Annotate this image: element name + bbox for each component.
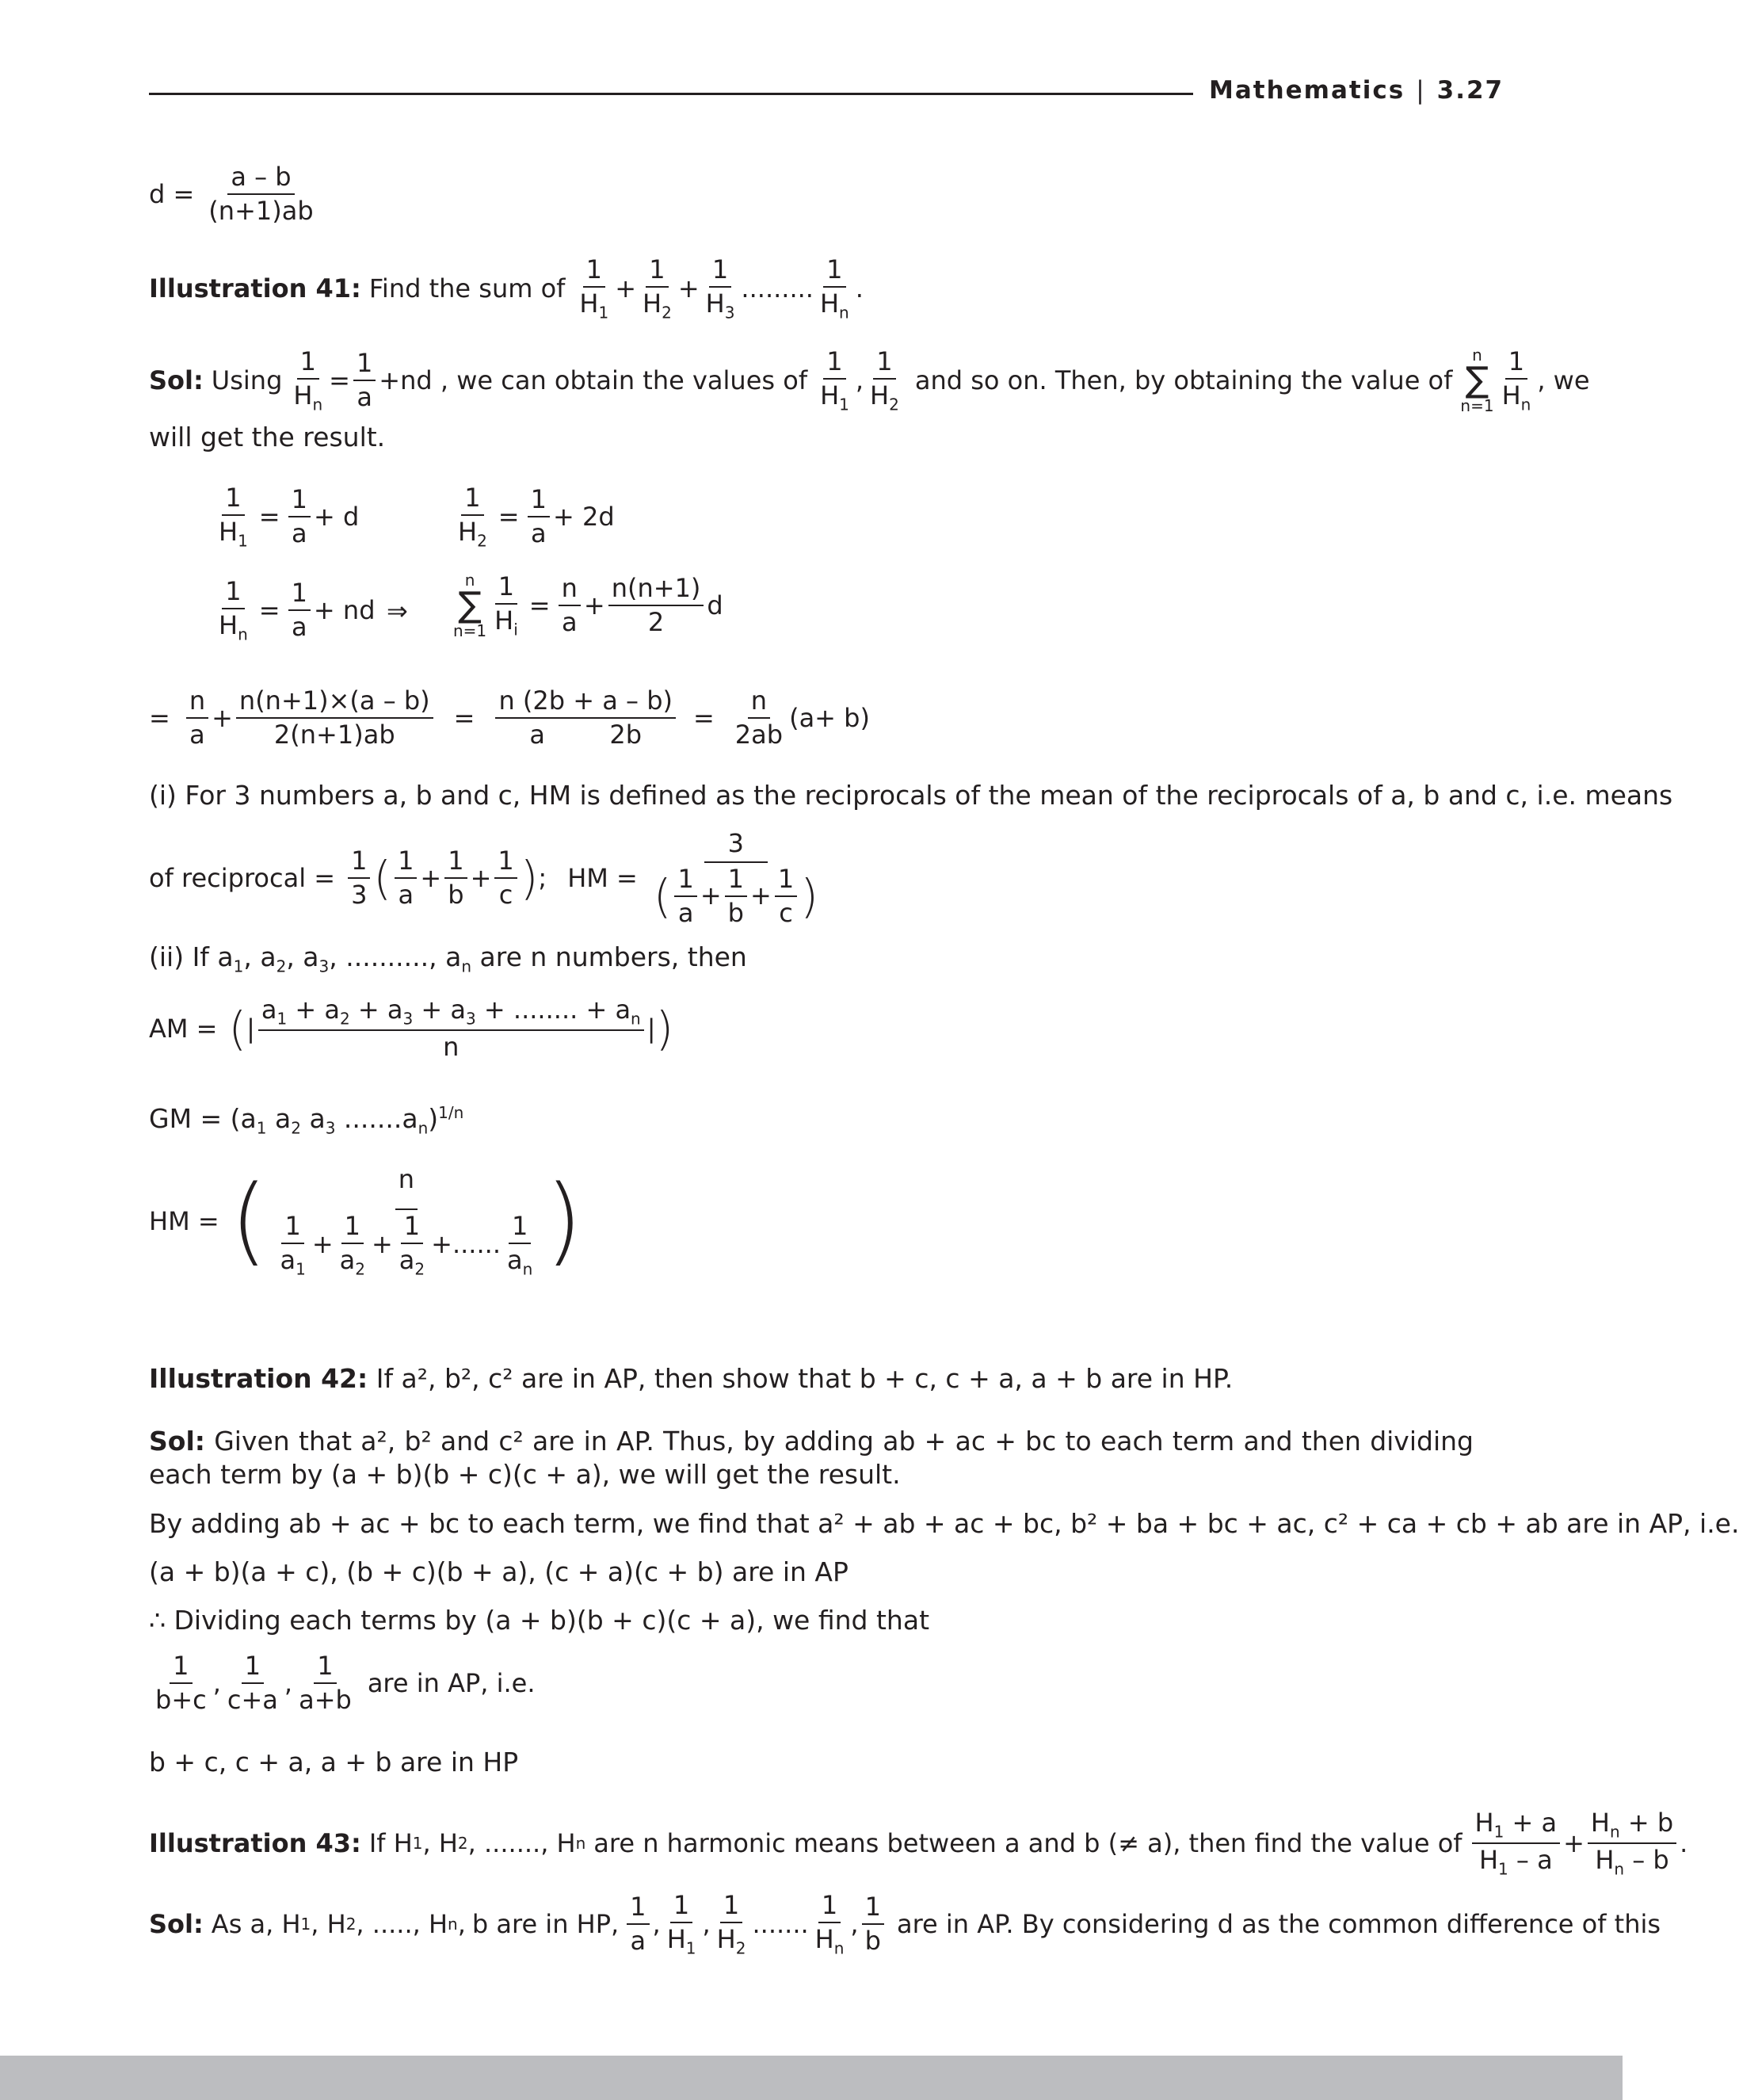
formula-d-lhs: d = — [149, 178, 195, 209]
illustration-41-text: Find the sum of — [368, 273, 566, 304]
solution-43-label: Sol: — [149, 1909, 204, 1940]
solution-41-label: Sol: — [149, 365, 204, 396]
illustration-42-text: If a², b², c² are in AP, then show that b + c, c + a, a + b are in HP. — [376, 1363, 1234, 1394]
fraction: $\frac{1}{H_n}$ — [293, 346, 323, 414]
fraction: 1 $H_1$ — [579, 254, 609, 323]
solution-42-para1: Sol: Given that a², b² and c² are in AP. Thus, by adding ab + ac + bc to each term and then dividing each term by (a + b)(b + c)(c + a), we will get the result. — [149, 1426, 1474, 1490]
implies-symbol: ⇒ — [387, 596, 408, 626]
fraction: $\frac{1}{H_3}$ — [705, 254, 735, 323]
equation-reciprocal-mean: of reciprocal = 1 3 ( 1 a + $\frac{1}{b}$ + $\frac{1}{c}$ ) ; HM = 3 ( 1 a + $\frac{1}{b}$ + $\frac{1}{c}$ ) — [149, 828, 818, 928]
summation-symbol: n ∑ n=1 — [1460, 346, 1494, 416]
header-page-number: 3.27 — [1436, 76, 1504, 105]
fraction: 1 $H_1$ — [820, 346, 849, 414]
page-footer-bar — [0, 2056, 1623, 2100]
equation-sum: n ∑ n=1 $\frac{1}{H_i}$ = $\frac{n}{a}$ + $\frac{n(n+1)}{2}$ d — [453, 571, 723, 641]
fraction: 1 $H_n$ — [819, 254, 849, 323]
hm-definition-line: (i) For 3 numbers a, b and c, HM is defined as the reciprocals of the mean of the reciprocals of a, b and c, i.e. means — [149, 780, 1673, 811]
equation-hm: HM = ( n 1 $a_1$ + $\frac{1}{a_2}$ + $\frac{1}{a_2}$ +...... 1 $a_n$ ) — [149, 1164, 583, 1278]
illustration-43: Illustration 43: If H 1 , H 2 , ......., H n are n harmonic means between a and b (≠ a), then find the value of $H_1 + a$ $H_1$ – a + $\frac{H_n + b}{H_n - b}$ . — [149, 1808, 1688, 1879]
solution-42-para4: ∴ Dividing each terms by (a + b)(b + c)(c + a), we find that — [149, 1605, 930, 1636]
equation-am: AM = ( | $a_1 + a_2 + a_3 + a_3$ + ........ + $a_n$ n | ) — [149, 995, 674, 1063]
solution-42-fractions: 1 b+c , 1 c+a , 1 a+b are in AP, i.e. — [155, 1651, 536, 1715]
illustration-42-label: Illustration 42: — [149, 1363, 368, 1394]
equation-h1: $\frac{1}{H_1}$ = $\frac{1}{a}$ + d — [219, 483, 360, 551]
equation-h2: $\frac{1}{H_2}$ = $\frac{1}{a}$ + 2d — [458, 483, 615, 551]
header-separator: | — [1416, 76, 1426, 105]
solution-42-para2: By adding ab + ac + bc to each term, we find that a² + ab + ac + bc, b² + ba + bc + ac, c² + ca + cb + ab are in AP, i.e. — [149, 1508, 1739, 1539]
formula-d — [149, 162, 320, 226]
solution-42-conclusion: b + c, c + a, a + b are in HP — [149, 1747, 519, 1777]
equation-hn: $\frac{1}{H_n}$ = $\frac{1}{a}$ + nd — [219, 576, 376, 644]
solution-43: Sol: As a, H 1 , H 2 , ....., H n , b are in HP, 1 a , 1 $H_1$ , 1 $H_2$ ....... 1 $H_n$ , 1 b are in AP. By considering d as the common difference of this — [149, 1890, 1661, 1958]
fraction: $\frac{1}{H_2}$ — [643, 254, 672, 323]
illustration-43-label: Illustration 43: — [149, 1828, 361, 1859]
illustration-41-label: Illustration 41: — [149, 273, 361, 304]
fraction: $\frac{a - b}{(n+1)ab}$ — [208, 162, 314, 226]
solution-41-line1: Sol: Using $\frac{1}{H_n}$ = $\frac{1}{a}$ +nd , we can obtain the values of 1 $H_1$ , 1 $H_2$ and so on. Then, by obtaining the value of n ∑ n=1 1 $H_n$ , we — [149, 346, 1590, 416]
fraction: $\frac{1}{a}$ — [353, 349, 376, 412]
equation-simplify: = n a + $\frac{n(n+1)\times(a - b)}{2(n+1)ab}$ = $\frac{n (2b + a - b)}{a 2b}$ = $\frac{n}{2ab}$ (a+ b) — [149, 685, 870, 750]
illustration-42 — [149, 1361, 1233, 1396]
fraction: 1 $H_n$ — [1501, 346, 1531, 414]
n-numbers-line: (ii) If $a_1$, $a_2$, $a_3$, .........., $a_n$ are n numbers, then — [149, 941, 747, 976]
running-header — [1209, 76, 1504, 105]
fraction: 1 $H_2$ — [870, 346, 899, 414]
illustration-41: Illustration 41: Find the sum of 1 $H_1$ + $\frac{1}{H_2}$ + $\frac{1}{H_3}$ ......... 1 $H_n$ . — [149, 254, 864, 323]
header-rule — [149, 93, 1193, 95]
solution-42-label: Sol: — [149, 1426, 205, 1457]
solution-41-line2: will get the result. — [149, 422, 386, 452]
header-subject: Mathematics — [1209, 76, 1405, 105]
equation-gm: GM = ($a_1$ $a_2$ $a_3$ $.......a_n)^{1/n}$ — [149, 1103, 464, 1138]
solution-42-para3: (a + b)(a + c), (b + c)(b + a), (c + a)(c + b) are in AP — [149, 1556, 849, 1587]
